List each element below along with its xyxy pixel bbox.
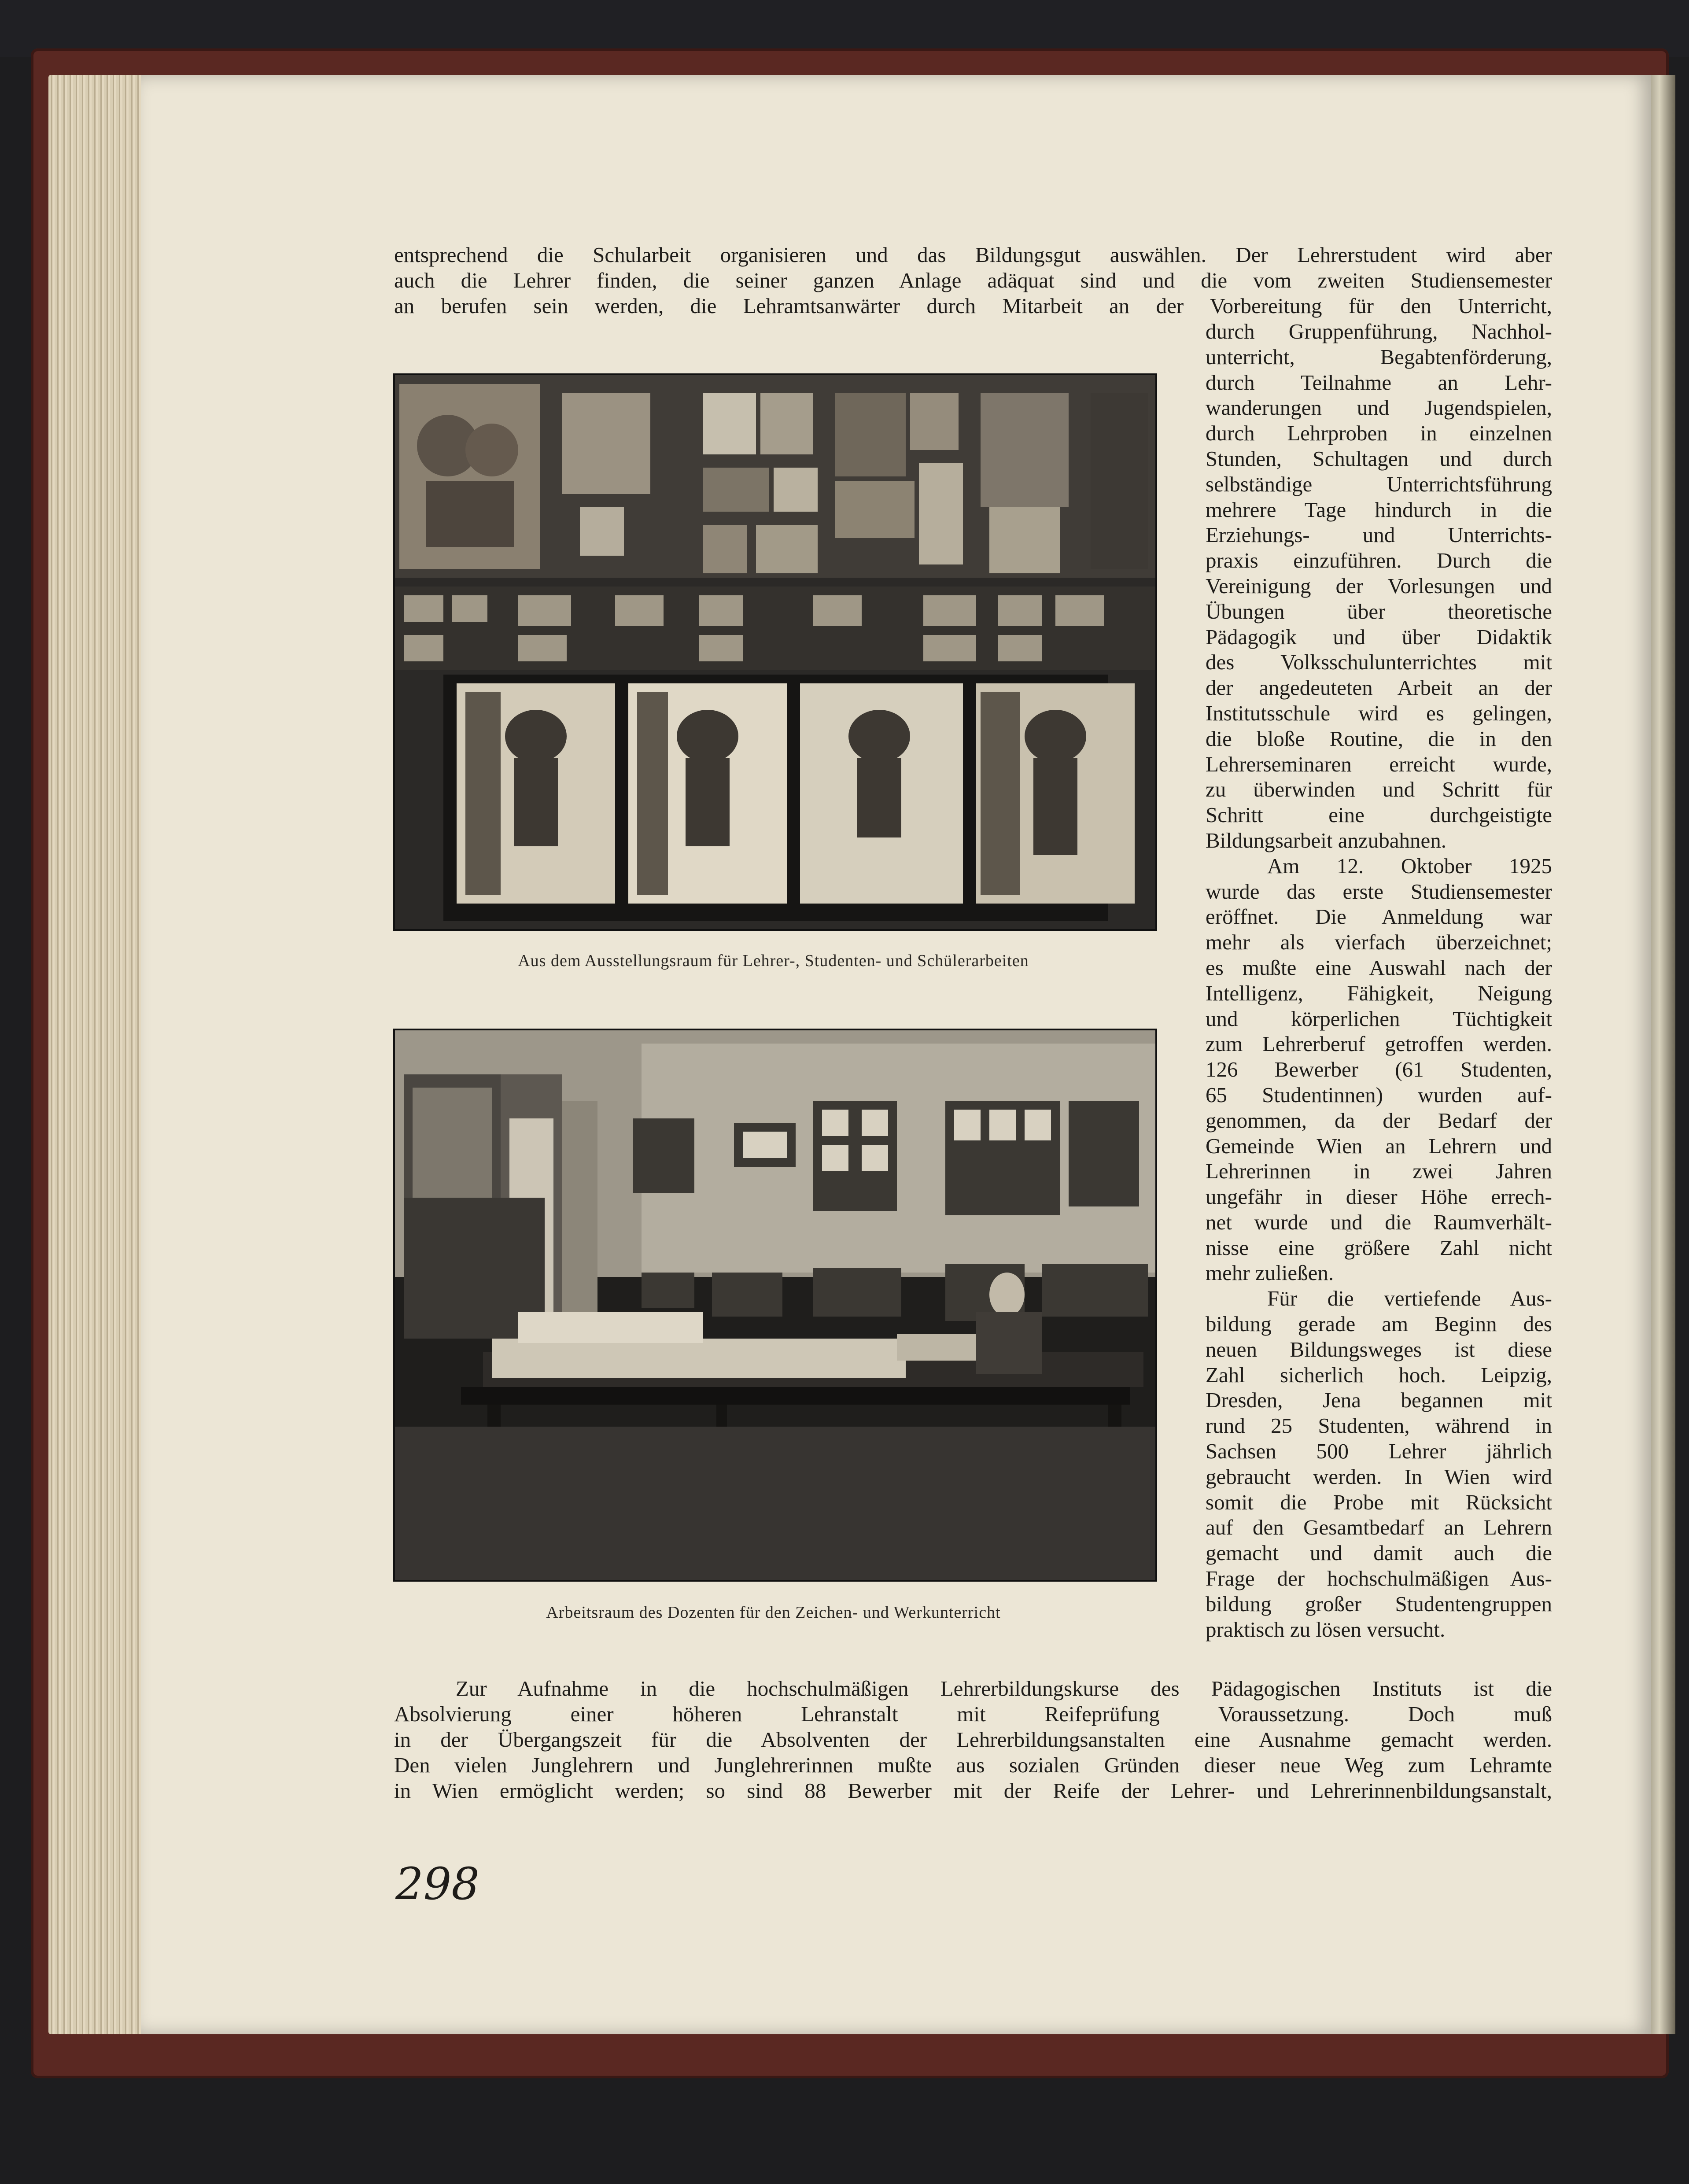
side-column-line: Vereinigung der Vorlesungen und (1206, 573, 1552, 598)
side-column-line: Frage der hochschulmäßigen Aus- (1206, 1566, 1552, 1591)
workroom-photo (393, 1029, 1157, 1582)
text-line: an berufen sein werden, die Lehramtsanwärter durch Mitarbeit an der Vorbereitung für den Unterricht, (394, 294, 1552, 318)
text-line: Den vielen Junglehrern und Junglehrerinnen mußte aus sozialen Gründen dieser neue Weg zum Lehramte (394, 1753, 1552, 1777)
side-column-line: durch Lehrproben in einzelnen (1206, 421, 1552, 446)
side-column-line: Lehrerinnen in zwei Jahren (1206, 1159, 1552, 1184)
side-column-line: wanderungen und Jugendspielen, (1206, 395, 1552, 420)
side-column-line: bildung gerade am Beginn des (1206, 1312, 1552, 1336)
side-column-line: zum Lehrerberuf getroffen werden. (1206, 1032, 1552, 1056)
side-column-line: mehr zuließen. (1206, 1261, 1334, 1285)
text-line: in der Übergangszeit für die Absolventen der Lehrerbildungsanstalten eine Ausnahme gemacht werden. (394, 1727, 1552, 1752)
side-column-line: Stunden, Schultagen und durch (1206, 446, 1552, 471)
side-column-line: Lehrerseminaren erreicht wurde, (1206, 752, 1552, 776)
side-column-line: Dresden, Jena begannen mit (1206, 1388, 1552, 1413)
side-column-line: Für die vertiefende Aus- (1267, 1286, 1552, 1311)
side-column-line: gemacht und damit auch die (1206, 1541, 1552, 1565)
side-column-line: selbständige Unterrichtsführung (1206, 472, 1552, 496)
side-column-line: durch Teilnahme an Lehr- (1206, 370, 1552, 395)
text-line: in Wien ermöglicht werden; so sind 88 Bewerber mit der Reife der Lehrer- und Lehrerinnenbildungsanstalt, (394, 1778, 1552, 1803)
side-column-line: zu überwinden und Schritt für (1206, 777, 1552, 802)
side-column-line: genommen, da der Bedarf der (1206, 1108, 1552, 1133)
side-column-line: 65 Studentinnen) wurden auf- (1206, 1082, 1552, 1107)
side-column-line: Erziehungs- und Unterrichts- (1206, 523, 1552, 547)
page-number: 298 (395, 1858, 479, 1910)
text-line: Zur Aufnahme in die hochschulmäßigen Lehrerbildungskurse des Pädagogischen Instituts ist die (456, 1676, 1552, 1701)
page-edges (48, 75, 141, 2034)
right-page-edge (1649, 75, 1675, 2034)
side-column-line: Bildungsarbeit anzubahnen. (1206, 828, 1447, 852)
side-column-line: ungefähr in dieser Höhe errech- (1206, 1184, 1552, 1209)
text-line: auch die Lehrer finden, die seiner ganzen Anlage adäquat sind und die vom zweiten Studiensemester (394, 268, 1552, 292)
side-column-line: der angedeuteten Arbeit an der (1206, 675, 1552, 700)
photo-caption-2: Arbeitsraum des Dozenten für den Zeichen- und Werkunterricht (546, 1603, 1001, 1622)
side-column-line: neuen Bildungsweges ist diese (1206, 1337, 1552, 1361)
side-column-line: mehr als vierfach überzeichnet; (1206, 930, 1552, 955)
side-column-line: net wurde und die Raumverhält- (1206, 1210, 1552, 1234)
top-paragraph (394, 242, 1552, 319)
side-column-line: des Volksschulunterrichtes mit (1206, 650, 1552, 675)
text-line: Absolvierung einer höheren Lehranstalt mit Reifeprüfung Voraussetzung. Doch muß (394, 1702, 1552, 1726)
side-column-line: die bloße Routine, die in den (1206, 726, 1552, 751)
side-column-line: Pädagogik und über Didaktik (1206, 624, 1552, 649)
side-column-line: Institutsschule wird es gelingen, (1206, 701, 1552, 725)
side-column-line: 126 Bewerber (61 Studenten, (1206, 1057, 1552, 1082)
side-column-line: Zahl sicherlich hoch. Leipzig, (1206, 1362, 1552, 1387)
side-column-line: praktisch zu lösen versucht. (1206, 1617, 1446, 1642)
side-column-line: auf den Gesamtbedarf an Lehrern (1206, 1515, 1552, 1540)
side-column-line: Gemeinde Wien an Lehrern und (1206, 1133, 1552, 1158)
side-column-line: bildung großer Studentengruppen (1206, 1591, 1552, 1616)
side-column-line: mehrere Tage hindurch in die (1206, 497, 1552, 522)
side-column-line: durch Gruppenführung, Nachhol- (1206, 319, 1552, 343)
side-column-line: praxis einzuführen. Durch die (1206, 548, 1552, 573)
side-column-line: somit die Probe mit Rücksicht (1206, 1490, 1552, 1514)
exhibition-photo (393, 373, 1157, 931)
side-column-line: nisse eine größere Zahl nicht (1206, 1235, 1552, 1260)
side-column-text (1206, 319, 1552, 1642)
photo-caption-1: Aus dem Ausstellungsraum für Lehrer-, Studenten- und Schülerarbeiten (518, 952, 1029, 970)
side-column-line: wurde das erste Studiensemester (1206, 879, 1552, 904)
side-column-line: es mußte eine Auswahl nach der (1206, 955, 1552, 980)
side-column-line: gebraucht werden. In Wien wird (1206, 1464, 1552, 1489)
side-column-line: Übungen über theoretische (1206, 599, 1552, 623)
side-column-line: rund 25 Studenten, während in (1206, 1413, 1552, 1438)
side-column-line: und körperlichen Tüchtigkeit (1206, 1006, 1552, 1031)
side-column-line: Am 12. Oktober 1925 (1267, 853, 1552, 878)
bottom-paragraph (394, 1676, 1552, 1804)
side-column-line: Intelligenz, Fähigkeit, Neigung (1206, 981, 1552, 1005)
side-column-line: unterricht, Begabtenförderung, (1206, 344, 1552, 369)
side-column-line: Schritt eine durchgeistigte (1206, 803, 1552, 827)
side-column-line: Sachsen 500 Lehrer jährlich (1206, 1439, 1552, 1464)
text-line: entsprechend die Schularbeit organisieren und das Bildungsgut auswählen. Der Lehrerstudent wird aber (394, 243, 1552, 267)
side-column-line: eröffnet. Die Anmeldung war (1206, 904, 1552, 929)
